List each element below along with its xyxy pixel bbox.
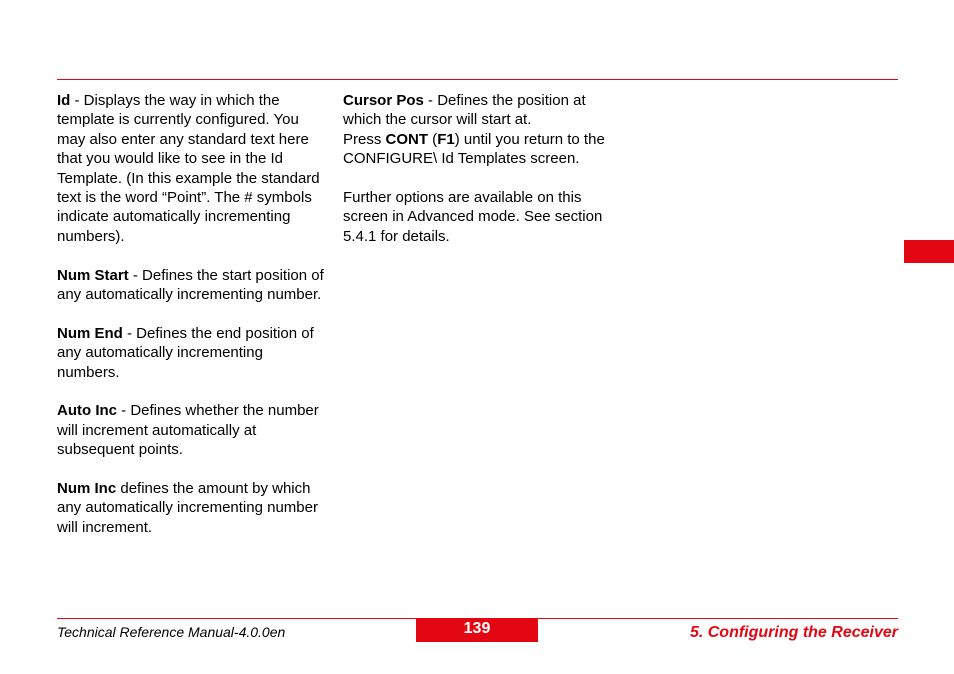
term-label: Id	[57, 92, 71, 109]
term-label: Auto Inc	[57, 402, 117, 420]
term-description: - Defines the position at which the cursor will start at.	[343, 92, 586, 129]
term-description: defines the amount by which any automatically incrementing number will increment.	[57, 480, 318, 536]
term-description: - Defines the start position of any automatically incrementing number.	[57, 266, 324, 304]
definition-auto-inc	[57, 401, 329, 459]
term-description: - Defines the end position of any automatically incrementing numbers.	[57, 324, 314, 381]
manual-title: Technical Reference Manual-4.0.0en	[57, 624, 286, 640]
instruction-open: (	[428, 130, 438, 148]
middle-column	[343, 91, 613, 266]
key-f1: F1	[437, 130, 455, 148]
header-rule	[57, 79, 898, 80]
definition-num-start	[57, 266, 329, 305]
definition-cursor-pos	[343, 91, 613, 130]
instruction-suffix: ) until you return to the CONFIGURE\ Id Templates screen.	[343, 130, 605, 168]
chapter-tab-marker	[904, 240, 954, 263]
definition-num-inc	[57, 479, 329, 537]
further-options-note: Further options are available on this screen in Advanced mode. See section 5.4.1 for details.	[343, 189, 603, 245]
press-cont-instruction	[343, 130, 613, 169]
term-description: - Displays the way in which the template is currently configured. You may also enter any standard text here that you would like to see in the Id Template. (In this example the standard text is the word “Point”. The # symbols indicate automatically incrementing numbers).	[57, 92, 320, 245]
term-label: Num Inc	[57, 480, 117, 498]
left-column	[57, 91, 329, 557]
term-label: Cursor Pos	[343, 92, 424, 109]
term-description: - Defines whether the number will increment automatically at subsequent points.	[57, 402, 319, 459]
page-number: 139	[416, 618, 538, 642]
term-label: Num End	[57, 324, 123, 342]
chapter-title: 5. Configuring the Receiver	[689, 624, 898, 641]
definition-id	[57, 91, 329, 246]
key-cont: CONT	[385, 130, 429, 148]
instruction-prefix: Press	[343, 130, 386, 148]
definition-num-end	[57, 324, 329, 382]
term-label: Num Start	[57, 266, 129, 284]
